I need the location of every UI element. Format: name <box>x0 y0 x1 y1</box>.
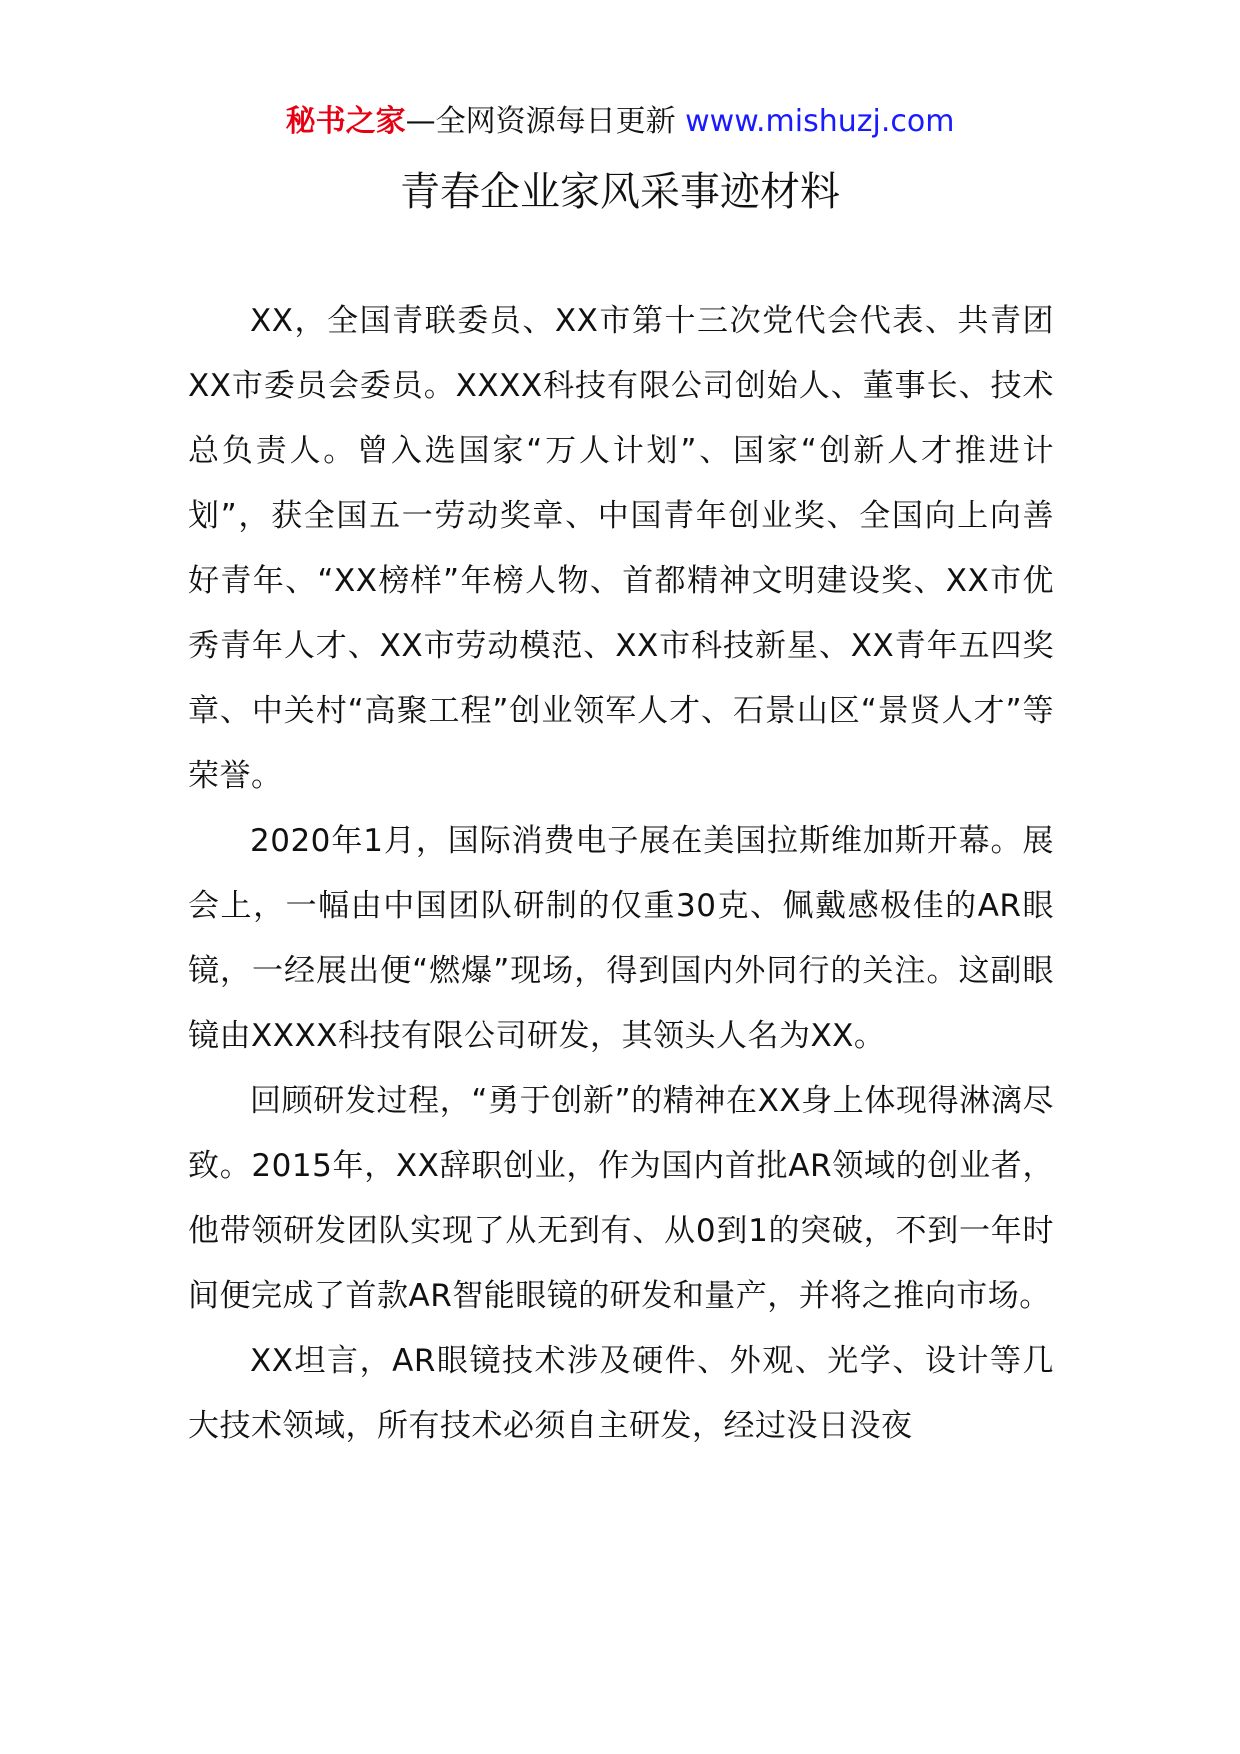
paragraph: XX坦言，AR眼镜技术涉及硬件、外观、光学、设计等几大技术领域，所有技术必须自主研发，经过没日没夜 <box>188 1343 1054 1444</box>
paragraph: 2020年1月，国际消费电子展在美国拉斯维加斯开幕。展会上，一幅由中国团队研制的仅重30克、佩戴感极佳的AR眼镜，一经展出便“燃爆”现场，得到国内外同行的关注。这副眼镜由XXXX科技有限公司研发，其领头人名为XX。 <box>188 823 1054 1054</box>
document-title: 青春企业家风采事迹材料 <box>400 169 840 215</box>
paragraph: 回顾研发过程，“勇于创新”的精神在XX身上体现得淋漓尽致。2015年，XX辞职创业，作为国内首批AR领域的创业者，他带领研发团队实现了从无到有、从0到1的突破，不到一年时间便完成了首款AR智能眼镜的研发和量产，并将之推向市场。 <box>188 1083 1054 1314</box>
paragraph: XX，全国青联委员、XX市第十三次党代会代表、共青团XX市委员会委员。XXXX科技有限公司创始人、董事长、技术总负责人。曾入选国家“万人计划”、国家“创新人才推进计划”，获全国五一劳动奖章、中国青年创业奖、全国向上向善好青年、“XX榜样”年榜人物、首都精神文明建设奖、XX市优秀青年人才、XX市劳动模范、XX市科技新星、XX青年五四奖章、中关村“高聚工程”创业领军人才、石景山区“景贤人才”等荣誉。 <box>188 303 1054 794</box>
site-url-link[interactable]: www.mishuzj.com <box>685 104 955 139</box>
site-header <box>0 102 1240 142</box>
document-body <box>188 289 1054 1459</box>
brand-name: 秘书之家 <box>285 104 406 139</box>
header-tagline: —全网资源每日更新 <box>405 104 676 139</box>
